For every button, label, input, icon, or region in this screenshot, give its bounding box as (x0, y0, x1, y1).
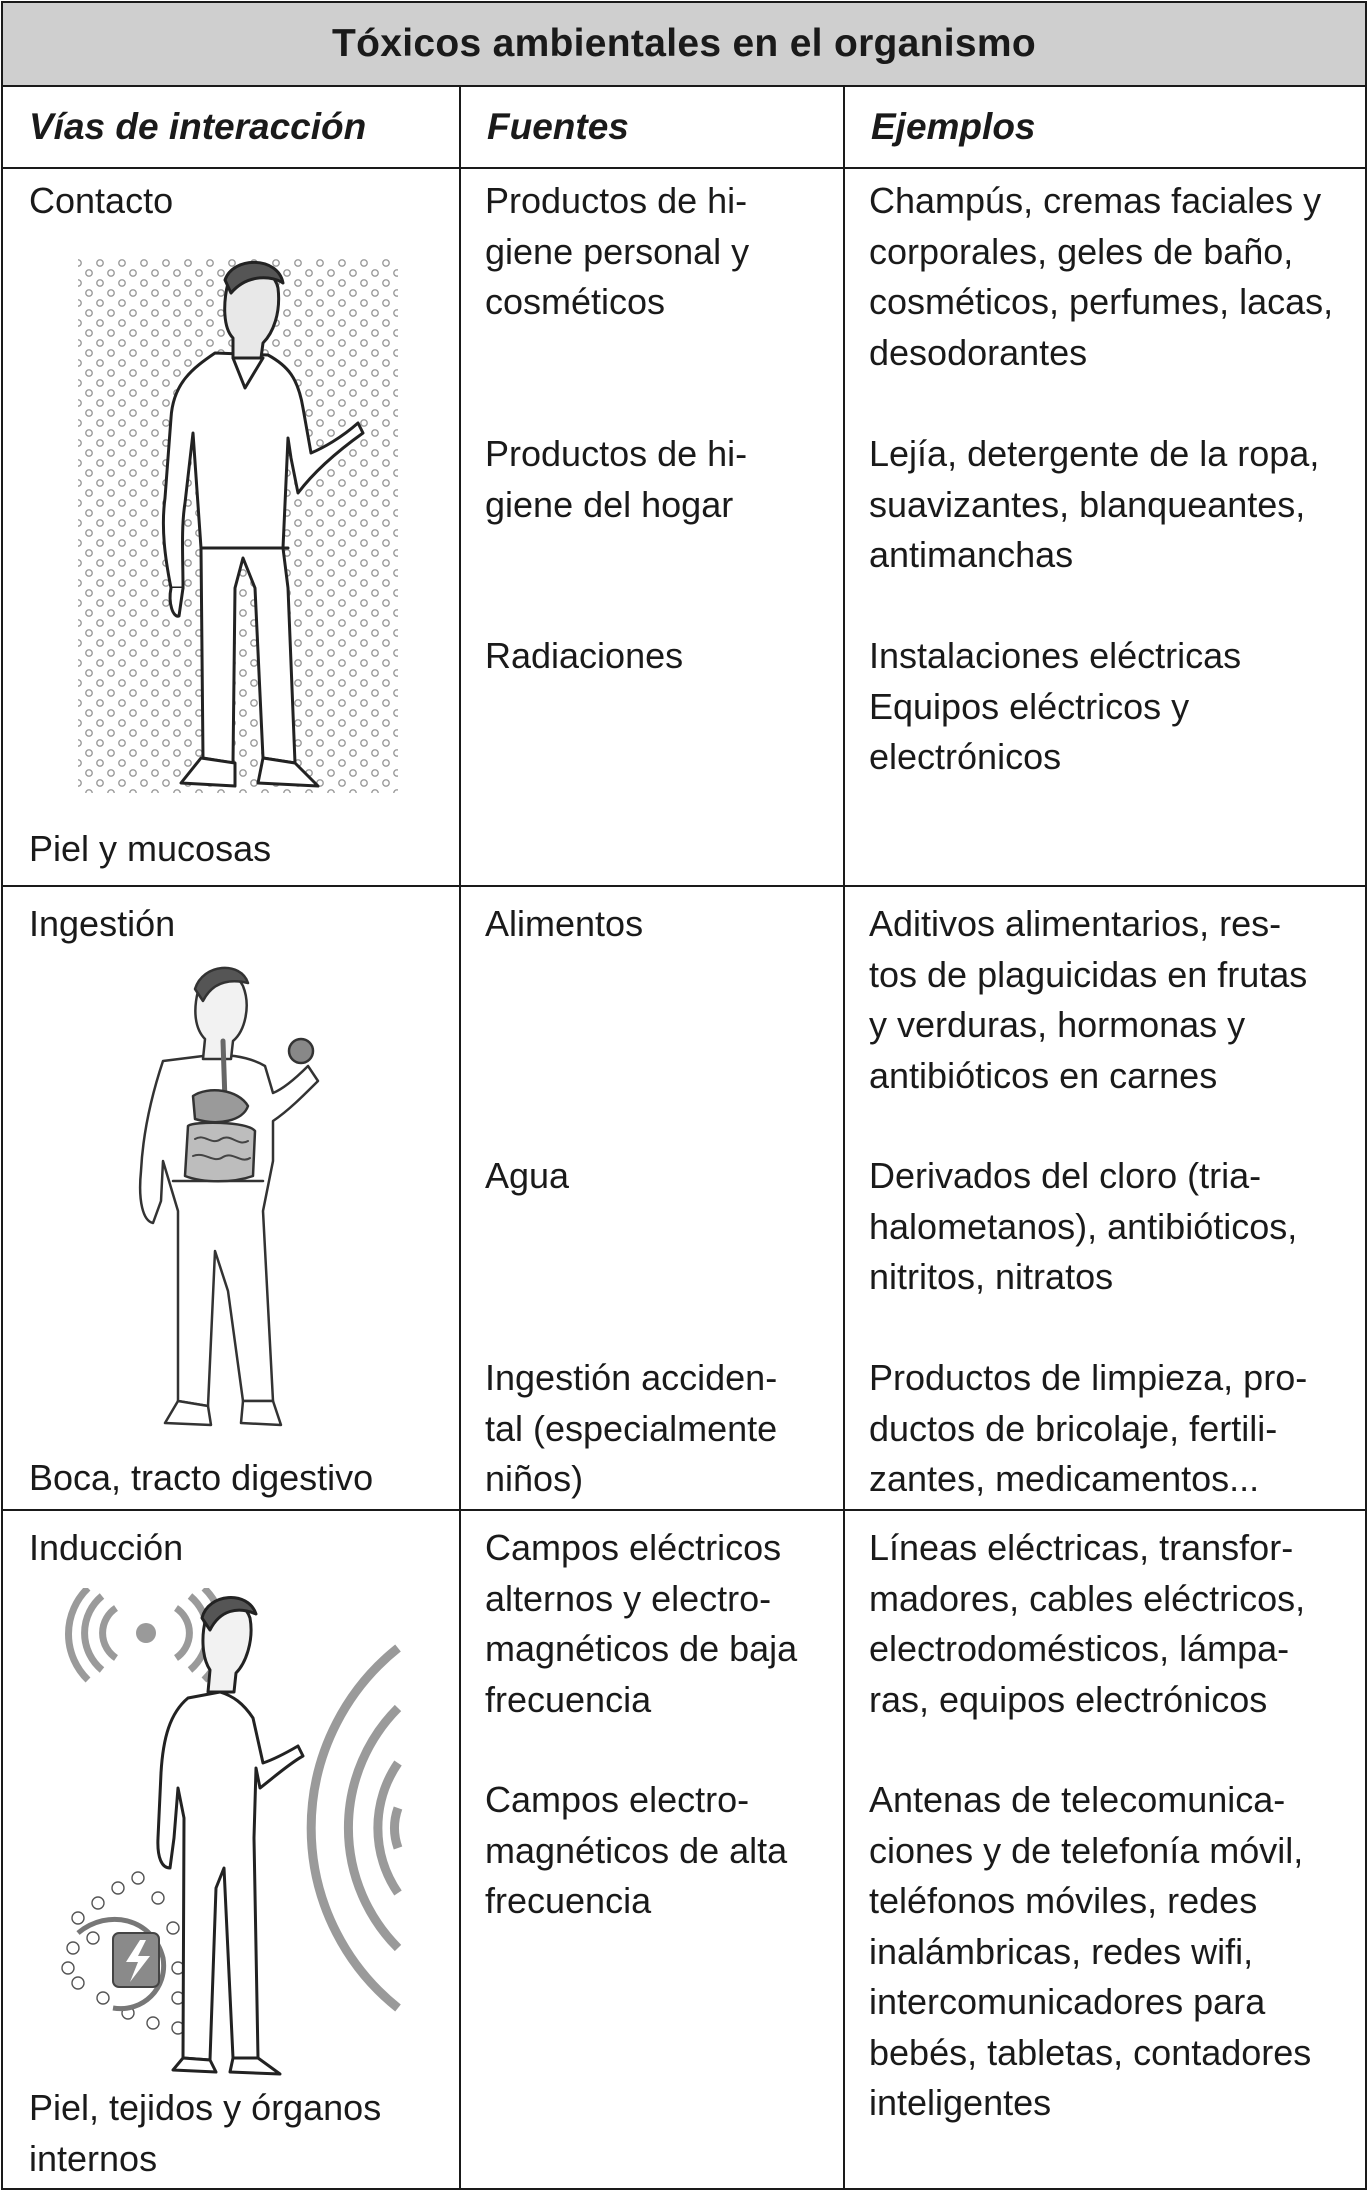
ejemplo-cell: Lejía, detergente de la ropa, suavizantes, blanqueantes, antimanchas (869, 433, 1320, 575)
column-divider (843, 87, 845, 2190)
via-label: Inducción (29, 1527, 184, 1568)
via-sublabel: Piel y mucosas (29, 828, 272, 869)
ejemplo-cell: Productos de limpieza, pro- ductos de bricolaje, fertili- zantes, medicamentos... (869, 1357, 1308, 1499)
person-digestive-tract-icon (123, 961, 383, 1441)
fuente-cell: Ingestión acciden- tal (especialmente niños) (485, 1357, 778, 1499)
header-row (3, 87, 1365, 169)
fuente-cell: Agua (485, 1155, 570, 1196)
via-label: Ingestión (29, 903, 176, 944)
toxics-table (1, 1, 1367, 2190)
ejemplo-cell: Champús, cremas faciales y corporales, geles de baño, cosméticos, perfumes, lacas, desodorantes (869, 180, 1334, 373)
fuente-cell: Campos electro- magnéticos de alta frecuencia (485, 1779, 788, 1921)
fuente-cell: Productos de hi- giene personal y cosméticos (485, 180, 750, 322)
via-sublabel: Piel, tejidos y órganos internos (29, 2087, 382, 2179)
person-skin-contact-icon (73, 258, 403, 798)
ejemplo-cell: Líneas eléctricas, transfor- madores, cables eléctricos, electrodomésticos, lámpa- ras, equipos electrónicos (869, 1527, 1306, 1720)
ejemplo-cell: Derivados del cloro (tria- halometanos), antibióticos, nitritos, nitratos (869, 1155, 1298, 1297)
row-divider (3, 1509, 1365, 1511)
person-electromagnetic-waves-icon (58, 1588, 408, 2078)
fuente-cell: Alimentos (485, 903, 644, 944)
header-fuentes: Fuentes (487, 106, 629, 147)
header-vias: Vías de interacción (29, 106, 367, 147)
header-ejemplos: Ejemplos (871, 106, 1036, 147)
via-label: Contacto (29, 180, 174, 221)
ejemplo-cell: Instalaciones eléctricas Equipos eléctricos y electrónicos (869, 635, 1242, 777)
via-sublabel: Boca, tracto digestivo (29, 1457, 374, 1498)
ejemplo-cell: Aditivos alimentarios, res- tos de plaguicidas en frutas y verduras, hormonas y antibióticos en carnes (869, 903, 1308, 1096)
column-divider (459, 87, 461, 2190)
fuente-cell: Radiaciones (485, 635, 684, 676)
fuente-cell: Campos eléctricos alternos y electro- magnéticos de baja frecuencia (485, 1527, 798, 1720)
row-divider (3, 885, 1365, 887)
fuente-cell: Productos de hi- giene del hogar (485, 433, 748, 525)
table-title: Tóxicos ambientales en el organismo (3, 3, 1365, 87)
ejemplo-cell: Antenas de telecomunica- ciones y de telefonía móvil, teléfonos móviles, redes inalámbricas, redes wifi, intercomunicadores para bebés, tabletas, contadores inteligentes (869, 1779, 1312, 2123)
